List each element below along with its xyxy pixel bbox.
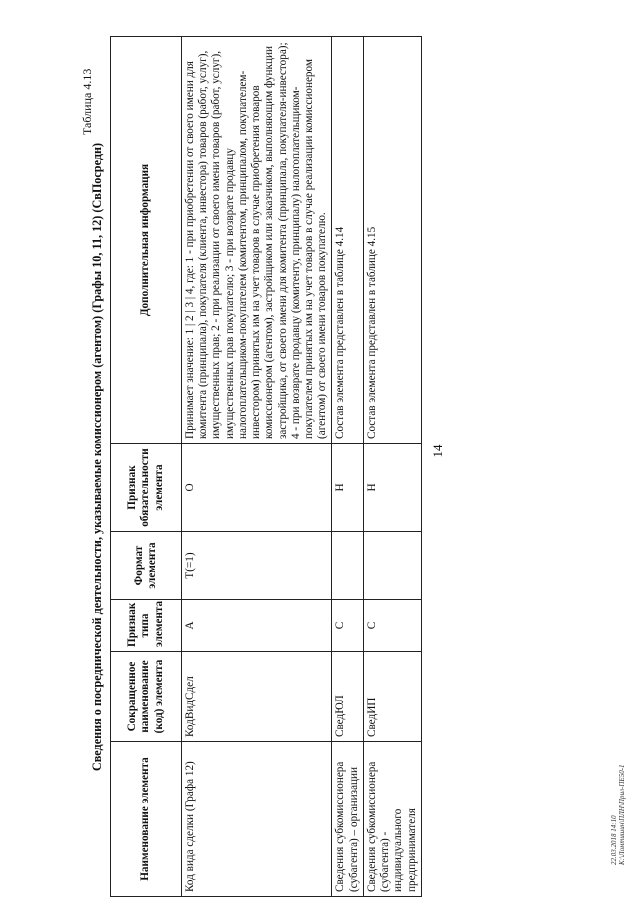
table-row <box>332 37 363 897</box>
stamp-date: 22.03.2018 14:10 <box>610 815 618 865</box>
table-header-row <box>111 37 182 897</box>
cell-required: О <box>182 444 332 532</box>
table-row <box>182 37 332 897</box>
stamp-path: К:\Ломтишин\ПЛН\Прил-ПЕ50-1 <box>618 764 627 865</box>
cell-required: Н <box>363 444 421 532</box>
header-element-name: Наименование элемента <box>111 742 182 897</box>
cell-format <box>332 532 363 600</box>
cell-code: СведЮЛ <box>332 652 363 742</box>
header-element-required: Признак обязательности элемента <box>111 444 182 532</box>
cell-name: Сведения субкомиссионера (субагента) – организации <box>332 742 363 897</box>
cell-code: КодВидСдел <box>182 652 332 742</box>
cell-name: Сведения субкомиссионера (субагента) - индивидуального предпринимателя <box>363 742 421 897</box>
file-stamp <box>610 764 627 865</box>
cell-required: Н <box>332 444 363 532</box>
header-element-code: Сокращенное наименование (код) элемента <box>111 652 182 742</box>
page-number: 14 <box>430 444 445 458</box>
cell-type: С <box>363 600 421 652</box>
header-element-format: Формат элемента <box>111 532 182 600</box>
table-title: Сведения о посреднической деятельности, указываемые комиссионером (агентом) (Графы 10, 11, 12) (СвПосредн) <box>90 142 104 772</box>
cell-format: T(=1) <box>182 532 332 600</box>
cell-format <box>363 532 421 600</box>
elements-table <box>110 36 422 897</box>
cell-info: Состав элемента представлен в таблице 4.14 <box>332 37 363 444</box>
table-number: Таблица 4.13 <box>80 68 94 135</box>
cell-info: Состав элемента представлен в таблице 4.15 <box>363 37 421 444</box>
cell-type: А <box>182 600 332 652</box>
header-element-type: Признак типа элемента <box>111 600 182 652</box>
cell-type: С <box>332 600 363 652</box>
cell-code: СведИП <box>363 652 421 742</box>
header-additional-info: Дополнительная информация <box>111 37 182 444</box>
cell-info: Принимает значение: 1 | 2 | 3 | 4, где: 1 - при приобретении от своего имени для комитента (принципала), покупателя (клиента, инвестора) товаров (работ, услуг), имущественных прав; 2 - при реализации от своего имени товаров (работ, услуг), имущественных прав покупателю; 3 - при возврате продавцу налогоплательщиком-покупателем (комитентом, принципалом, покупателем-инвестором) принятых им на учет товаров в случае приобретения товаров комиссионером (агентом), застройщиком или заказчиком, выполняющим функции застройщика, от своего имени для комитента (принципала, покупателя-инвестора); 4 - при возврате продавцу (комитенту, принципалу) налогоплательщиком-покупателем принятых им на учет товаров в случае реализации комиссионером (агентом) от своего имени товаров покупателю. <box>182 37 332 444</box>
cell-name: Код вида сделки (Графа 12) <box>182 742 332 897</box>
table-row <box>363 37 421 897</box>
